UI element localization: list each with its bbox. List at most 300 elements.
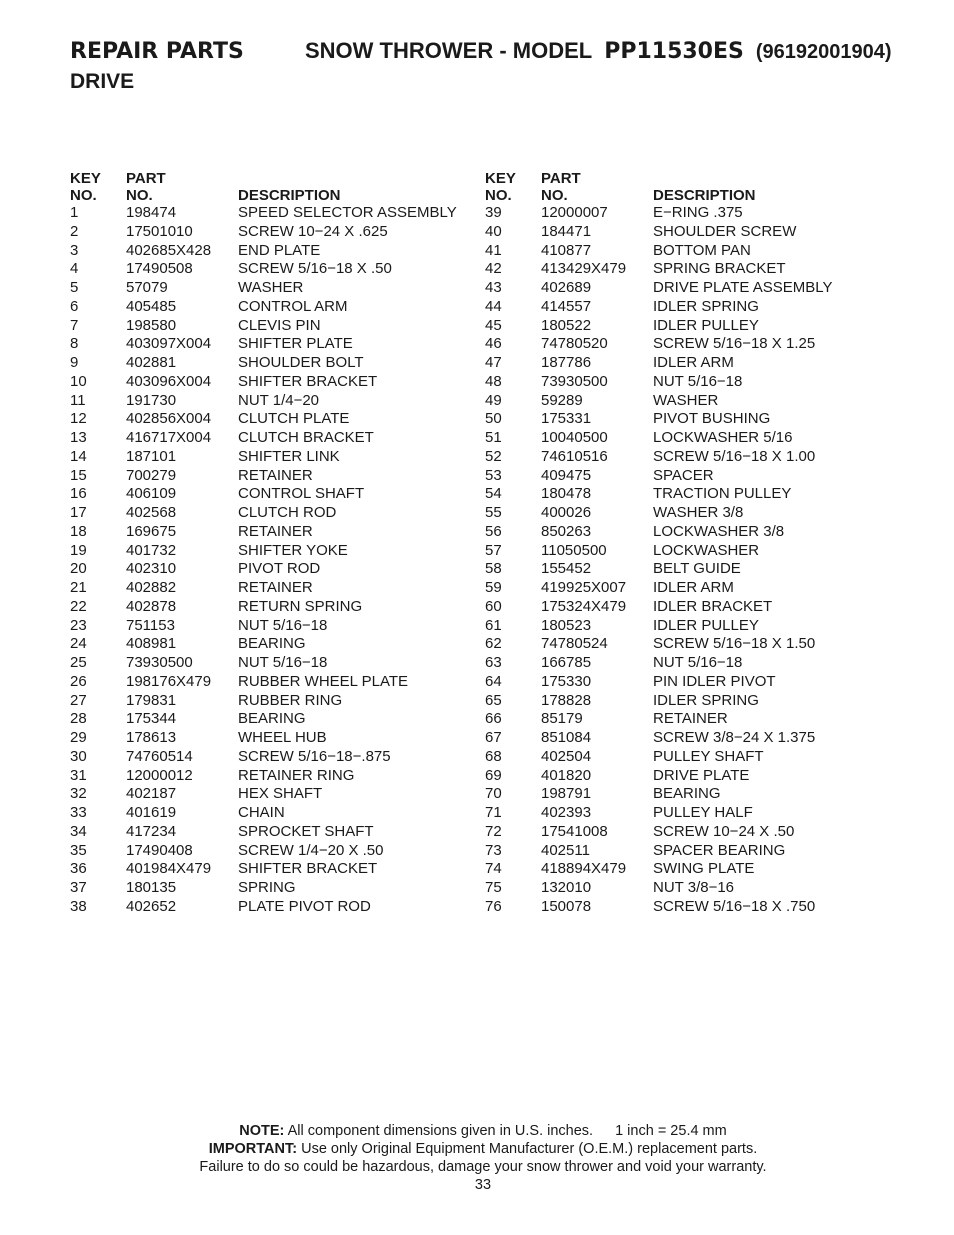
key-no-cell: 42 bbox=[485, 260, 502, 278]
part-no-cell: 166785 bbox=[541, 654, 592, 671]
description-cell: PIVOT ROD bbox=[238, 560, 321, 578]
description-cell: SHIFTER BRACKET bbox=[238, 372, 378, 390]
key-no-cell: 24 bbox=[70, 635, 87, 653]
key-no-cell: 75 bbox=[485, 879, 502, 896]
part-no-cell: 402882 bbox=[126, 579, 177, 596]
part-header-line2: NO. bbox=[541, 187, 568, 204]
key-no-cell: 2 bbox=[70, 222, 79, 240]
description-cell: E−RING .375 bbox=[653, 204, 743, 221]
table-row bbox=[70, 260, 488, 279]
part-no-cell: 178613 bbox=[126, 729, 177, 746]
part-no-cell: 191730 bbox=[126, 391, 177, 409]
table-row bbox=[485, 579, 903, 598]
part-no-cell: 178828 bbox=[541, 691, 592, 709]
description-cell: LOCKWASHER bbox=[653, 541, 760, 559]
table-row bbox=[70, 354, 488, 373]
description-cell: SPRING bbox=[238, 879, 296, 896]
part-no-cell: 187101 bbox=[126, 447, 177, 465]
key-header-line2: NO. bbox=[485, 187, 512, 204]
part-no-cell: 405485 bbox=[126, 297, 177, 315]
table-row bbox=[70, 898, 488, 917]
part-no-cell: 198176X479 bbox=[126, 672, 212, 690]
part-no-cell: 401619 bbox=[126, 804, 177, 821]
part-no-cell: 175331 bbox=[541, 410, 592, 428]
table-row bbox=[70, 429, 488, 448]
table-row bbox=[485, 373, 903, 392]
key-no-cell: 28 bbox=[70, 710, 87, 728]
key-no-header bbox=[485, 170, 541, 204]
table-row bbox=[70, 204, 488, 223]
key-no-cell: 69 bbox=[485, 766, 502, 784]
key-no-cell: 67 bbox=[485, 729, 502, 746]
description-cell: END PLATE bbox=[238, 241, 321, 259]
product-title: SNOW THROWER - MODEL bbox=[305, 38, 593, 63]
key-no-cell: 60 bbox=[485, 597, 502, 615]
table-row bbox=[70, 485, 488, 504]
description-cell: CONTROL SHAFT bbox=[238, 485, 365, 503]
part-no-cell: 403096X004 bbox=[126, 372, 212, 390]
part-no-cell: 169675 bbox=[126, 522, 177, 540]
key-header-line1: KEY bbox=[70, 170, 101, 187]
part-no-cell: 74610516 bbox=[541, 447, 608, 465]
key-no-cell: 51 bbox=[485, 429, 502, 446]
description-cell: SPRING BRACKET bbox=[653, 260, 786, 278]
table-row bbox=[70, 804, 488, 823]
table-row bbox=[485, 692, 903, 711]
part-no-cell: 414557 bbox=[541, 297, 592, 315]
part-no-cell: 402856X004 bbox=[126, 410, 212, 428]
description-cell: IDLER ARM bbox=[653, 354, 734, 371]
description-cell: NUT 5/16−18 bbox=[653, 372, 743, 390]
part-header-line2: NO. bbox=[126, 187, 153, 204]
table-row bbox=[70, 598, 488, 617]
key-no-cell: 52 bbox=[485, 447, 502, 465]
key-no-cell: 23 bbox=[70, 616, 87, 634]
part-no-cell: 408981 bbox=[126, 635, 177, 653]
important-text: Use only Original Equipment Manufacturer (O.E.M.) replacement parts. bbox=[301, 1141, 758, 1157]
table-row bbox=[485, 317, 903, 336]
key-no-cell: 27 bbox=[70, 691, 87, 709]
parts-table-left bbox=[70, 168, 488, 917]
part-no-cell: 198791 bbox=[541, 785, 592, 803]
key-no-cell: 20 bbox=[70, 560, 87, 578]
part-header-line1: PART bbox=[126, 170, 166, 187]
description-cell: RETAINER RING bbox=[238, 766, 355, 784]
description-cell: RETAINER bbox=[653, 710, 728, 728]
table-row bbox=[485, 504, 903, 523]
description-cell: IDLER PULLEY bbox=[653, 616, 759, 634]
part-no-cell: 403097X004 bbox=[126, 335, 212, 353]
important-label: IMPORTANT: bbox=[208, 1141, 298, 1157]
description-cell: CHAIN bbox=[238, 804, 285, 821]
table-row bbox=[70, 504, 488, 523]
key-no-cell: 71 bbox=[485, 804, 502, 821]
key-no-cell: 13 bbox=[70, 429, 87, 446]
table-header bbox=[485, 168, 903, 204]
key-no-cell: 17 bbox=[70, 504, 87, 521]
key-no-cell: 15 bbox=[70, 466, 87, 484]
description-cell: TRACTION PULLEY bbox=[653, 485, 792, 503]
note-text: All component dimensions given in U.S. inches. bbox=[287, 1123, 594, 1139]
key-no-cell: 14 bbox=[70, 447, 87, 465]
part-no-cell: 402568 bbox=[126, 504, 177, 521]
section-title: DRIVE bbox=[70, 70, 135, 93]
part-no-cell: 402504 bbox=[541, 747, 592, 765]
description-cell: SPACER bbox=[653, 466, 714, 484]
note-line bbox=[0, 1122, 954, 1140]
key-no-cell: 64 bbox=[485, 672, 502, 690]
part-no-cell: 402187 bbox=[126, 785, 177, 803]
part-no-header bbox=[126, 170, 238, 204]
table-row bbox=[70, 748, 488, 767]
table-row bbox=[70, 635, 488, 654]
table-row bbox=[70, 542, 488, 561]
key-no-cell: 5 bbox=[70, 279, 79, 296]
part-no-cell: 850263 bbox=[541, 522, 592, 540]
key-no-cell: 25 bbox=[70, 654, 87, 671]
description-cell: SPROCKET SHAFT bbox=[238, 822, 374, 840]
key-no-cell: 40 bbox=[485, 222, 502, 240]
key-no-cell: 31 bbox=[70, 766, 87, 784]
description-cell: NUT 1/4−20 bbox=[238, 391, 320, 409]
part-no-cell: 175330 bbox=[541, 672, 592, 690]
part-no-cell: 85179 bbox=[541, 710, 583, 728]
table-row bbox=[485, 523, 903, 542]
part-no-cell: 180135 bbox=[126, 879, 177, 896]
description-cell: CLUTCH ROD bbox=[238, 504, 337, 521]
part-no-cell: 150078 bbox=[541, 897, 592, 915]
description-cell: BEARING bbox=[238, 635, 306, 653]
table-row bbox=[485, 673, 903, 692]
table-row bbox=[70, 785, 488, 804]
table-row bbox=[485, 242, 903, 261]
table-row bbox=[485, 898, 903, 917]
part-no-cell: 180522 bbox=[541, 316, 592, 334]
key-no-cell: 38 bbox=[70, 897, 87, 915]
key-no-cell: 73 bbox=[485, 841, 502, 859]
key-no-cell: 58 bbox=[485, 560, 502, 578]
part-no-cell: 402511 bbox=[541, 841, 590, 859]
key-no-cell: 50 bbox=[485, 410, 502, 428]
part-no-cell: 198474 bbox=[126, 204, 177, 221]
table-row bbox=[70, 579, 488, 598]
key-no-cell: 74 bbox=[485, 860, 502, 878]
key-no-cell: 62 bbox=[485, 635, 502, 653]
description-cell: SHOULDER BOLT bbox=[238, 354, 364, 371]
description-cell: SCREW 1/4−20 X .50 bbox=[238, 841, 384, 859]
key-no-cell: 63 bbox=[485, 654, 502, 671]
table-header bbox=[70, 168, 488, 204]
description-cell: LOCKWASHER 5/16 bbox=[653, 429, 793, 446]
description-cell: IDLER ARM bbox=[653, 579, 734, 596]
key-no-cell: 61 bbox=[485, 616, 502, 634]
table-row bbox=[70, 523, 488, 542]
description-cell: RETAINER bbox=[238, 522, 313, 540]
part-no-cell: 59289 bbox=[541, 391, 583, 409]
description-cell: BOTTOM PAN bbox=[653, 241, 751, 259]
table-row bbox=[485, 542, 903, 561]
part-no-cell: 402878 bbox=[126, 597, 177, 615]
part-no-cell: 402881 bbox=[126, 354, 177, 371]
part-no-cell: 12000012 bbox=[126, 766, 193, 784]
part-no-cell: 401820 bbox=[541, 766, 592, 784]
table-row bbox=[70, 617, 488, 636]
key-no-cell: 56 bbox=[485, 522, 502, 540]
part-no-cell: 402689 bbox=[541, 279, 592, 296]
table-row bbox=[485, 729, 903, 748]
table-row bbox=[70, 448, 488, 467]
part-no-cell: 406109 bbox=[126, 485, 177, 503]
table-row bbox=[485, 429, 903, 448]
table-row bbox=[485, 654, 903, 673]
table-row bbox=[485, 410, 903, 429]
table-row bbox=[70, 279, 488, 298]
important-line bbox=[0, 1140, 954, 1158]
table-row bbox=[70, 767, 488, 786]
key-no-cell: 1 bbox=[70, 204, 79, 221]
part-no-cell: 184471 bbox=[541, 222, 592, 240]
description-cell: SCREW 10−24 X .50 bbox=[653, 822, 795, 840]
table-row bbox=[485, 485, 903, 504]
warning-line: Failure to do so could be hazardous, damage your snow thrower and void your warranty. bbox=[199, 1159, 767, 1175]
part-no-cell: 402685X428 bbox=[126, 241, 212, 259]
part-no-cell: 402310 bbox=[126, 560, 177, 578]
description-cell: SCREW 5/16−18−.875 bbox=[238, 747, 391, 765]
model-code: (96192001904) bbox=[755, 41, 892, 63]
description-cell: DRIVE PLATE bbox=[653, 766, 750, 784]
table-row bbox=[485, 392, 903, 411]
table-row bbox=[485, 748, 903, 767]
part-no-cell: 10040500 bbox=[541, 429, 608, 446]
key-no-cell: 65 bbox=[485, 691, 502, 709]
table-body bbox=[70, 204, 488, 917]
table-row bbox=[485, 223, 903, 242]
key-no-cell: 6 bbox=[70, 297, 79, 315]
description-cell: SCREW 5/16−18 X .50 bbox=[238, 260, 392, 278]
page-number: 33 bbox=[474, 1177, 492, 1193]
key-no-cell: 26 bbox=[70, 672, 87, 690]
description-cell: BEARING bbox=[653, 785, 721, 803]
table-row bbox=[70, 298, 488, 317]
table-row bbox=[70, 654, 488, 673]
table-row bbox=[485, 560, 903, 579]
description-cell: NUT 3/8−16 bbox=[653, 879, 735, 896]
key-no-cell: 32 bbox=[70, 785, 87, 803]
table-row bbox=[70, 373, 488, 392]
part-no-cell: 187786 bbox=[541, 354, 592, 371]
table-row bbox=[485, 635, 903, 654]
key-no-cell: 44 bbox=[485, 297, 502, 315]
key-no-cell: 9 bbox=[70, 354, 79, 371]
key-no-cell: 12 bbox=[70, 410, 87, 428]
key-no-cell: 43 bbox=[485, 279, 502, 296]
key-no-cell: 29 bbox=[70, 729, 87, 746]
part-no-cell: 132010 bbox=[541, 879, 592, 896]
table-row bbox=[485, 879, 903, 898]
table-row bbox=[485, 598, 903, 617]
key-no-cell: 72 bbox=[485, 822, 502, 840]
table-row bbox=[485, 335, 903, 354]
table-row bbox=[70, 842, 488, 861]
key-no-cell: 4 bbox=[70, 260, 79, 278]
key-no-cell: 21 bbox=[70, 579, 87, 596]
description-cell: CLUTCH BRACKET bbox=[238, 429, 374, 446]
table-row bbox=[70, 467, 488, 486]
table-row bbox=[485, 448, 903, 467]
description-header: DESCRIPTION bbox=[238, 187, 341, 204]
key-no-cell: 37 bbox=[70, 879, 87, 896]
description-cell: PIN IDLER PIVOT bbox=[653, 672, 776, 690]
description-cell: PULLEY HALF bbox=[653, 804, 753, 821]
part-no-cell: 11050500 bbox=[541, 541, 607, 559]
part-no-cell: 73930500 bbox=[541, 372, 608, 390]
description-cell: RUBBER RING bbox=[238, 691, 343, 709]
part-no-cell: 198580 bbox=[126, 316, 177, 334]
table-row bbox=[485, 279, 903, 298]
description-cell: SHIFTER LINK bbox=[238, 447, 340, 465]
description-cell: DRIVE PLATE ASSEMBLY bbox=[653, 279, 833, 296]
description-cell: SHIFTER PLATE bbox=[238, 335, 353, 353]
part-no-cell: 418894X479 bbox=[541, 860, 627, 878]
key-no-cell: 22 bbox=[70, 597, 87, 615]
part-no-cell: 74760514 bbox=[126, 747, 193, 765]
key-no-cell: 33 bbox=[70, 804, 87, 821]
key-no-cell: 48 bbox=[485, 372, 502, 390]
key-header-line1: KEY bbox=[485, 170, 516, 187]
key-no-cell: 49 bbox=[485, 391, 502, 409]
table-row bbox=[70, 692, 488, 711]
table-row bbox=[485, 204, 903, 223]
description-cell: SCREW 5/16−18 X 1.50 bbox=[653, 635, 816, 653]
key-no-header bbox=[70, 170, 126, 204]
key-no-cell: 41 bbox=[485, 241, 502, 259]
table-row bbox=[70, 242, 488, 261]
key-no-cell: 54 bbox=[485, 485, 502, 503]
description-cell: IDLER SPRING bbox=[653, 691, 759, 709]
table-row bbox=[70, 223, 488, 242]
key-no-cell: 47 bbox=[485, 354, 502, 371]
table-row bbox=[70, 729, 488, 748]
part-no-cell: 57079 bbox=[126, 279, 168, 296]
part-no-cell: 74780520 bbox=[541, 335, 608, 353]
description-cell: RETAINER bbox=[238, 579, 313, 596]
key-no-cell: 59 bbox=[485, 579, 502, 596]
description-cell: WASHER bbox=[238, 279, 304, 296]
description-cell: BELT GUIDE bbox=[653, 560, 741, 578]
description-cell: BEARING bbox=[238, 710, 306, 728]
description-cell: CLUTCH PLATE bbox=[238, 410, 350, 428]
description-cell: SHOULDER SCREW bbox=[653, 222, 797, 240]
description-cell: NUT 5/16−18 bbox=[238, 654, 328, 671]
part-no-cell: 17541008 bbox=[541, 822, 608, 840]
title-line bbox=[70, 38, 930, 64]
part-header-line1: PART bbox=[541, 170, 581, 187]
parts-table-right bbox=[485, 168, 903, 917]
part-no-cell: 419925X007 bbox=[541, 579, 627, 596]
key-no-cell: 19 bbox=[70, 541, 87, 559]
description-cell: SCREW 3/8−24 X 1.375 bbox=[653, 729, 816, 746]
key-no-cell: 45 bbox=[485, 316, 502, 334]
table-row bbox=[70, 823, 488, 842]
key-no-cell: 34 bbox=[70, 822, 87, 840]
part-no-cell: 409475 bbox=[541, 466, 592, 484]
key-no-cell: 53 bbox=[485, 466, 502, 484]
key-no-cell: 7 bbox=[70, 316, 79, 334]
table-row bbox=[70, 392, 488, 411]
key-no-cell: 55 bbox=[485, 504, 502, 521]
key-no-cell: 57 bbox=[485, 541, 502, 559]
description-cell: WHEEL HUB bbox=[238, 729, 327, 746]
page-header bbox=[70, 38, 930, 94]
part-no-cell: 401984X479 bbox=[126, 860, 212, 878]
key-no-cell: 10 bbox=[70, 372, 87, 390]
table-row bbox=[70, 335, 488, 354]
part-no-cell: 416717X004 bbox=[126, 429, 212, 446]
description-cell: NUT 5/16−18 bbox=[238, 616, 328, 634]
part-no-cell: 155452 bbox=[541, 560, 592, 578]
description-cell: LOCKWASHER 3/8 bbox=[653, 522, 785, 540]
part-no-cell: 413429X479 bbox=[541, 260, 627, 278]
part-no-cell: 73930500 bbox=[126, 654, 193, 671]
key-no-cell: 30 bbox=[70, 747, 87, 765]
description-cell: CONTROL ARM bbox=[238, 297, 348, 315]
part-no-cell: 402393 bbox=[541, 804, 592, 821]
table-row bbox=[485, 260, 903, 279]
table-row bbox=[70, 710, 488, 729]
description-cell: RETAINER bbox=[238, 466, 313, 484]
part-no-cell: 179831 bbox=[126, 691, 177, 709]
table-row bbox=[70, 673, 488, 692]
part-no-cell: 417234 bbox=[126, 822, 177, 840]
key-no-cell: 39 bbox=[485, 204, 502, 221]
description-cell: SCREW 5/16−18 X 1.00 bbox=[653, 447, 816, 465]
part-no-cell: 175324X479 bbox=[541, 597, 627, 615]
key-no-cell: 18 bbox=[70, 522, 87, 540]
description-cell: SWING PLATE bbox=[653, 860, 755, 878]
description-cell: SCREW 5/16−18 X .750 bbox=[653, 897, 816, 915]
table-row bbox=[485, 710, 903, 729]
part-no-cell: 180523 bbox=[541, 616, 592, 634]
repair-parts-title: REPAIR PARTS bbox=[70, 39, 244, 64]
part-no-cell: 402652 bbox=[126, 897, 177, 915]
description-cell: PIVOT BUSHING bbox=[653, 410, 771, 428]
key-no-cell: 11 bbox=[70, 391, 86, 409]
table-row bbox=[485, 842, 903, 861]
part-no-cell: 17501010 bbox=[126, 222, 193, 240]
table-row bbox=[70, 560, 488, 579]
table-row bbox=[70, 317, 488, 336]
table-row bbox=[485, 354, 903, 373]
table-row bbox=[485, 298, 903, 317]
part-no-cell: 175344 bbox=[126, 710, 177, 728]
key-no-cell: 16 bbox=[70, 485, 87, 503]
description-cell: RUBBER WHEEL PLATE bbox=[238, 672, 409, 690]
description-cell: NUT 5/16−18 bbox=[653, 654, 743, 671]
part-no-cell: 410877 bbox=[541, 241, 592, 259]
description-cell: RETURN SPRING bbox=[238, 597, 363, 615]
part-no-cell: 851084 bbox=[541, 729, 592, 746]
table-row bbox=[485, 860, 903, 879]
note-label: NOTE: bbox=[239, 1123, 285, 1139]
key-header-line2: NO. bbox=[70, 187, 97, 204]
part-no-cell: 180478 bbox=[541, 485, 592, 503]
table-row bbox=[485, 823, 903, 842]
part-no-cell: 17490408 bbox=[126, 841, 193, 859]
key-no-cell: 66 bbox=[485, 710, 502, 728]
table-row bbox=[485, 617, 903, 636]
description-header: DESCRIPTION bbox=[653, 187, 756, 204]
description-cell: SPEED SELECTOR ASSEMBLY bbox=[238, 204, 457, 221]
